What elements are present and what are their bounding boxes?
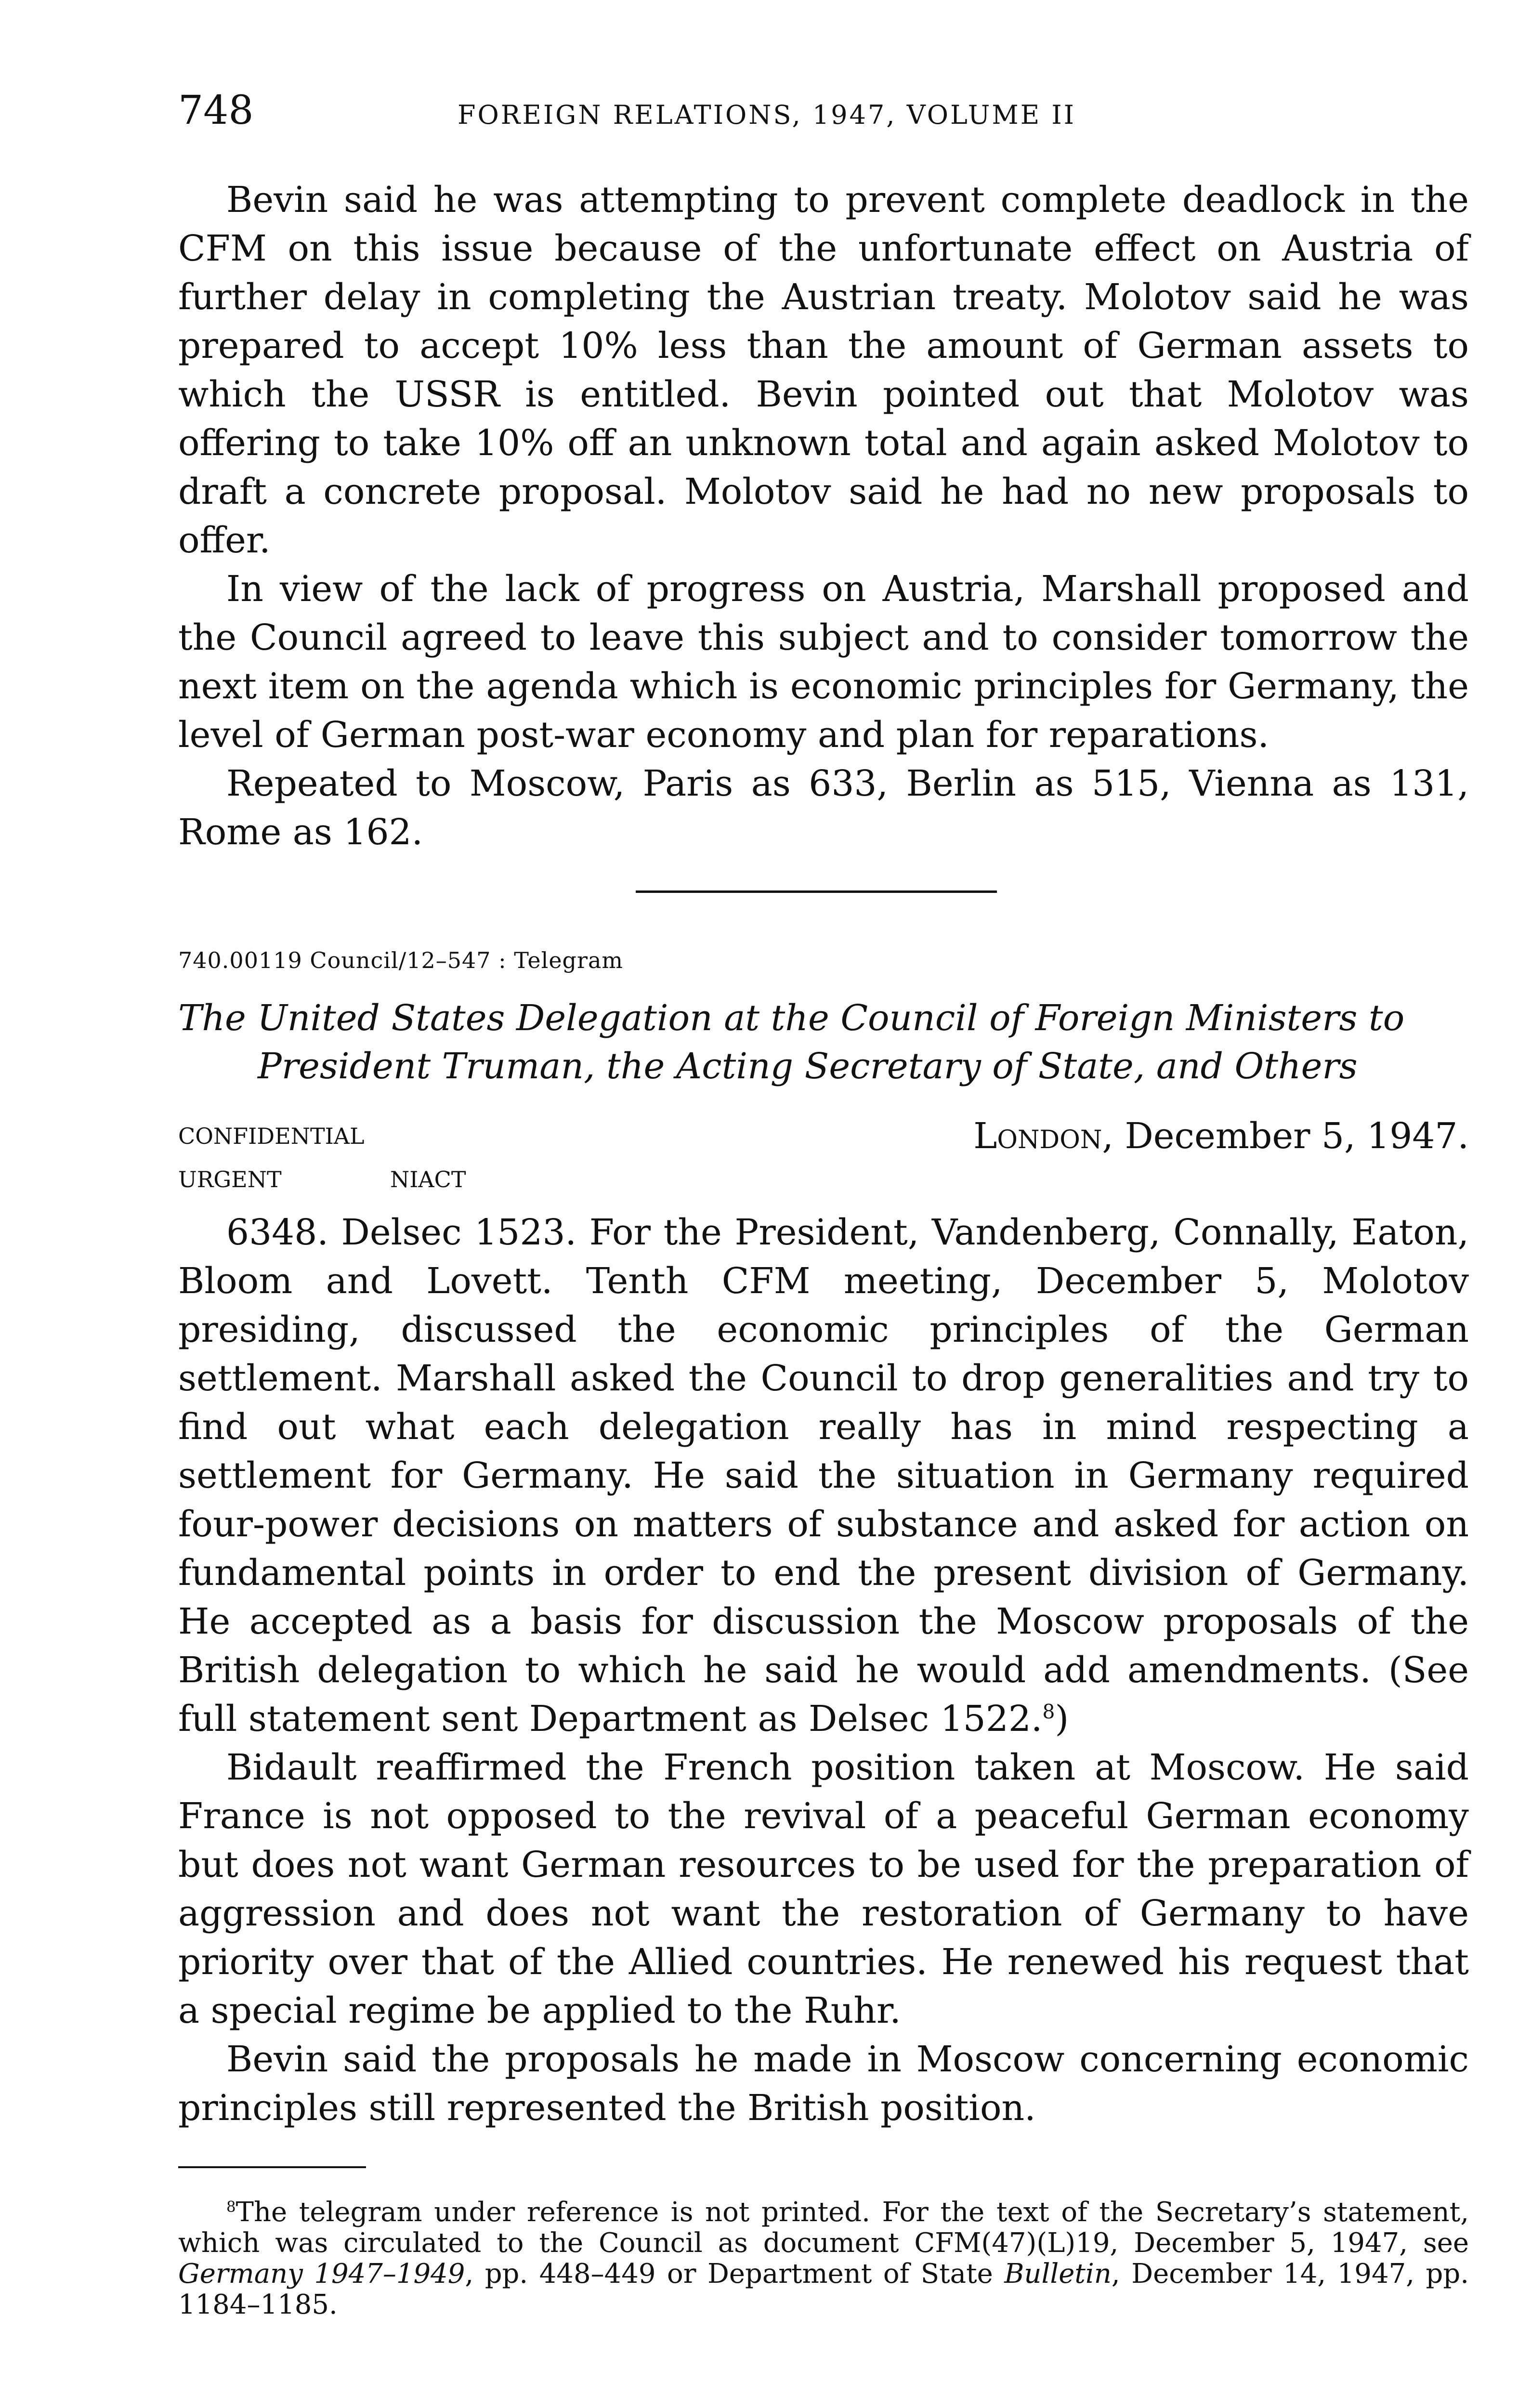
date-label: December 5, 1947. (1125, 1115, 1469, 1157)
footnote-book-title: Germany 1947–1949 (178, 2258, 465, 2290)
footnote-text-b: , pp. 448–449 or Department of State (465, 2258, 1005, 2290)
paragraph-bidault: Bidault reaffirmed the French position taken at Moscow. He said France is not opposed to the revival of a peaceful German economy but does not want German resources to be used for the preparation of aggression and does not want the restoration of Germany to have priority over that of the Allied countries. He renewed his request that a special regime be applied to the Ruhr. (178, 1747, 1469, 2031)
priority-label: URGENT (178, 1166, 282, 1192)
priority-label-niact: NIACT (390, 1166, 466, 1192)
paragraph-bevin-proposals: Bevin said the proposals he made in Moscow concerning economic principles still represented the British position. (178, 2039, 1469, 2129)
footnote-marker: 8 (226, 2198, 236, 2216)
place-date-line (973, 1112, 1469, 1160)
running-title: FOREIGN RELATIONS, 1947, VOLUME II (458, 100, 1076, 130)
paragraph-austria-progress: In view of the lack of progress on Austria, Marshall proposed and the Council agreed to leave this subject and to consider tomorrow the next item on the agenda which is economic principles for Germany, the level of German post-war economy and plan for reparations. (178, 568, 1469, 756)
classification-label: CONFIDENTIAL (178, 1123, 365, 1149)
footnote-reference[interactable]: 8 (1042, 1700, 1055, 1724)
footnote-text-a: The telegram under reference is not printed. For the text of the Secretary’s statement, which was circulated to the Council as document CFM(47)(L)19, December 5, 1947, see (178, 2197, 1469, 2259)
footnote-divider (178, 2166, 366, 2168)
document-title (178, 994, 1469, 1090)
place-label: London, (973, 1115, 1113, 1157)
document-title-line-2: President Truman, the Acting Secretary of State, and Others (258, 1046, 1358, 1087)
paragraph-repeated-to: Repeated to Moscow, Paris as 633, Berlin as 515, Vienna as 131, Rome as 162. (178, 763, 1469, 853)
section-divider (636, 890, 997, 893)
document-title-line-1: The United States Delegation at the Council of Foreign Ministers to (178, 997, 1405, 1039)
document-file-number: 740.00119 Council/12–547 : Telegram (178, 947, 624, 973)
paragraph-delsec-1523 (178, 1208, 1469, 1743)
footnote-text-c: , December 14, 1947, pp. 1184–1185. (178, 2258, 1469, 2320)
page-body (178, 176, 1469, 2347)
footnote-bulletin-title: Bulletin (1004, 2258, 1112, 2290)
paragraph-bevin-deadlock: Bevin said he was attempting to prevent complete deadlock in the CFM on this issue because of the unfortunate effect on Austria of further delay in completing the Austrian treaty. Molotov said he was prepared to accept 10% less than the amount of German assets to which the USSR is entitled. Bevin pointed out that Molotov was offering to take 10% off an unknown total and again asked Molotov to draft a concrete proposal. Molotov said he had no new proposals to offer. (178, 179, 1469, 561)
page-number: 748 (178, 88, 254, 133)
footnote (178, 2197, 1469, 2320)
paragraph-delsec-close: ) (1055, 1698, 1069, 1740)
paragraph-delsec-text: 6348. Delsec 1523. For the President, Vandenberg, Connally, Eaton, Bloom and Lovett. Tenth CFM meeting, December 5, Molotov presiding, discussed the economic principles of the German settlement. Marshall asked the Council to drop generalities and try to find out what each delegation really has in mind respecting a settlement for Germany. He said the situation in Germany required four-power decisions on matters of substance and asked for action on fundamental points in order to end the present division of Germany. He accepted as a basis for discussion the Moscow proposals of the British delegation to which he said he would add amendments. (See full statement sent Department as Delsec 1522. (178, 1212, 1469, 1740)
document-meta (178, 1117, 1469, 1208)
page-header (178, 87, 1469, 140)
